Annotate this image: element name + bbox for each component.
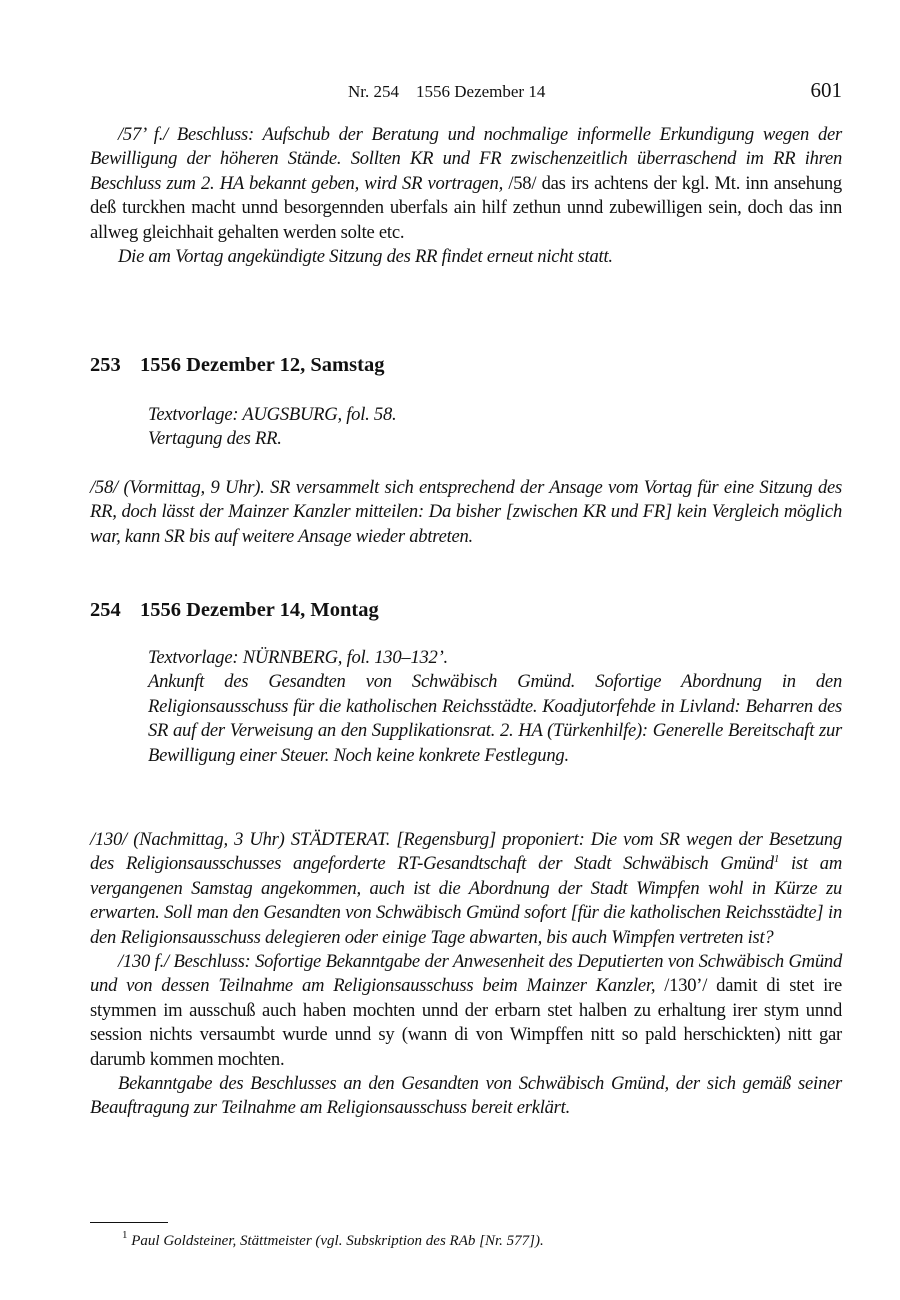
resolution-summary: /130 f./ Beschluss: Sofortige Bekanntgabe der Anwesenheit des Deputierten von Schwäbisch Gmünd und von dessen Teilnahme am Religionsausschuss beim Mainzer Kanzler, [90,951,842,997]
entry-body: /58/ (Vormittag, 9 Uhr). SR versammelt sich entsprechend der Ansage vom Vortag für eine Sitzung des RR, doch lässt der Mainzer Kanzler mitteilen: Da bisher [zwischen KR und FR] kein Vergleich möglich war, kann SR bis auf weitere Ansage wieder abtreten. [90,477,842,547]
entry-summary: Ankunft des Gesandten von Schwäbisch Gmünd. Sofortige Abordnung in den Religionsausschuss für die katholischen Reichsstädte. Koadjutorfehde in Livland: Beharren des SR auf der Verweisung an den Supplikationsrat. 2. HA (Türkenhilfe): Generelle Bereitschaft zur Bewilligung einer Steuer. Noch keine konkrete Festlegung. [148,671,842,766]
editorial-note: Bekanntgabe des Beschlusses an den Gesandten von Schwäbisch Gmünd, der sich gemäß seiner Beauftragung zur Teilnahme am Religionsausschuss bereit erklärt. [90,1073,842,1119]
quoted-source-text: /58/ das irs achtens der kgl. Mt. inn ansehung deß turckhen macht unnd besorgennden uberfals ain hilf zethun unnd zubewilligen sein, doch das inn allweg gleichhait gehalten werden solte etc. [90,172,842,243]
entry-253-body [90,476,842,549]
entry-title: 1556 Dezember 14, Montag [140,599,379,621]
footnote-text: Paul Goldsteiner, Stättmeister (vgl. Subskription des RAb [Nr. 577]). [131,1233,544,1249]
entry-254-body [90,828,842,1121]
footnote-divider [90,1222,168,1223]
entry-number: 254 [90,599,121,621]
proposal-text-cont: ist am vergangenen Samstag angekommen, auch ist die Abordnung der Stadt Wimpfen wohl in Kürze zu erwarten. Soll man den Gesandten von Schwäbisch Gmünd sofort [für die katholischen Reichsstädte] in den Religionsausschuss delegieren oder einige Tage abwarten, bis auch Wimpfen vertreten ist? [90,853,842,948]
entry-number: 253 [90,354,121,376]
footnote-reference[interactable]: 1 [773,853,780,866]
resolution-summary: /57’ f./ Beschluss: Aufschub der Beratung und nochmalige informelle Erkundigung wegen der Bewilligung der höheren Stände. Sollten KR und FR zwischenzeitlich überraschend im RR ihren Beschluss zum 2. HA bekannt geben, wird SR vortragen, [90,124,842,194]
running-header [90,80,842,106]
footnote-number: 1 [122,1229,128,1241]
quoted-source-text: /130’/ damit di stet ire stymmen im ausschuß auch haben mochten unnd der erbarn stet halben zu erhaltung irer stym unnd session nichts versaumbt wurde unnd sy (wann di von Wimpffen nitt so pald herschickten) nitt gar darumb kommen mochten. [90,975,842,1070]
footnote [122,1229,544,1250]
intro-section [90,123,842,269]
running-title: Nr. 254 1556 Dezember 14 [348,82,546,101]
entry-heading-254 [90,599,379,622]
proposal-text: /130/ (Nachmittag, 3 Uhr) STÄDTERAT. [Regensburg] proponiert: Die vom SR wegen der Besetzung des Religionsausschusses angeforderte RT-Gesandtschaft der Stadt Schwäbisch Gmünd [90,829,842,875]
source-reference: Textvorlage: AUGSBURG, fol. 58. [148,404,397,425]
page-number: 601 [810,78,842,102]
editorial-note: Die am Vortag angekündigte Sitzung des RR findet erneut nicht statt. [118,246,613,268]
entry-summary: Vertagung des RR. [148,428,282,450]
entry-heading-253 [90,354,384,377]
entry-253-headnote [148,403,842,452]
source-reference: Textvorlage: NÜRNBERG, fol. 130–132’. [148,647,448,668]
entry-title: 1556 Dezember 12, Samstag [140,354,385,376]
entry-254-headnote [148,646,842,768]
